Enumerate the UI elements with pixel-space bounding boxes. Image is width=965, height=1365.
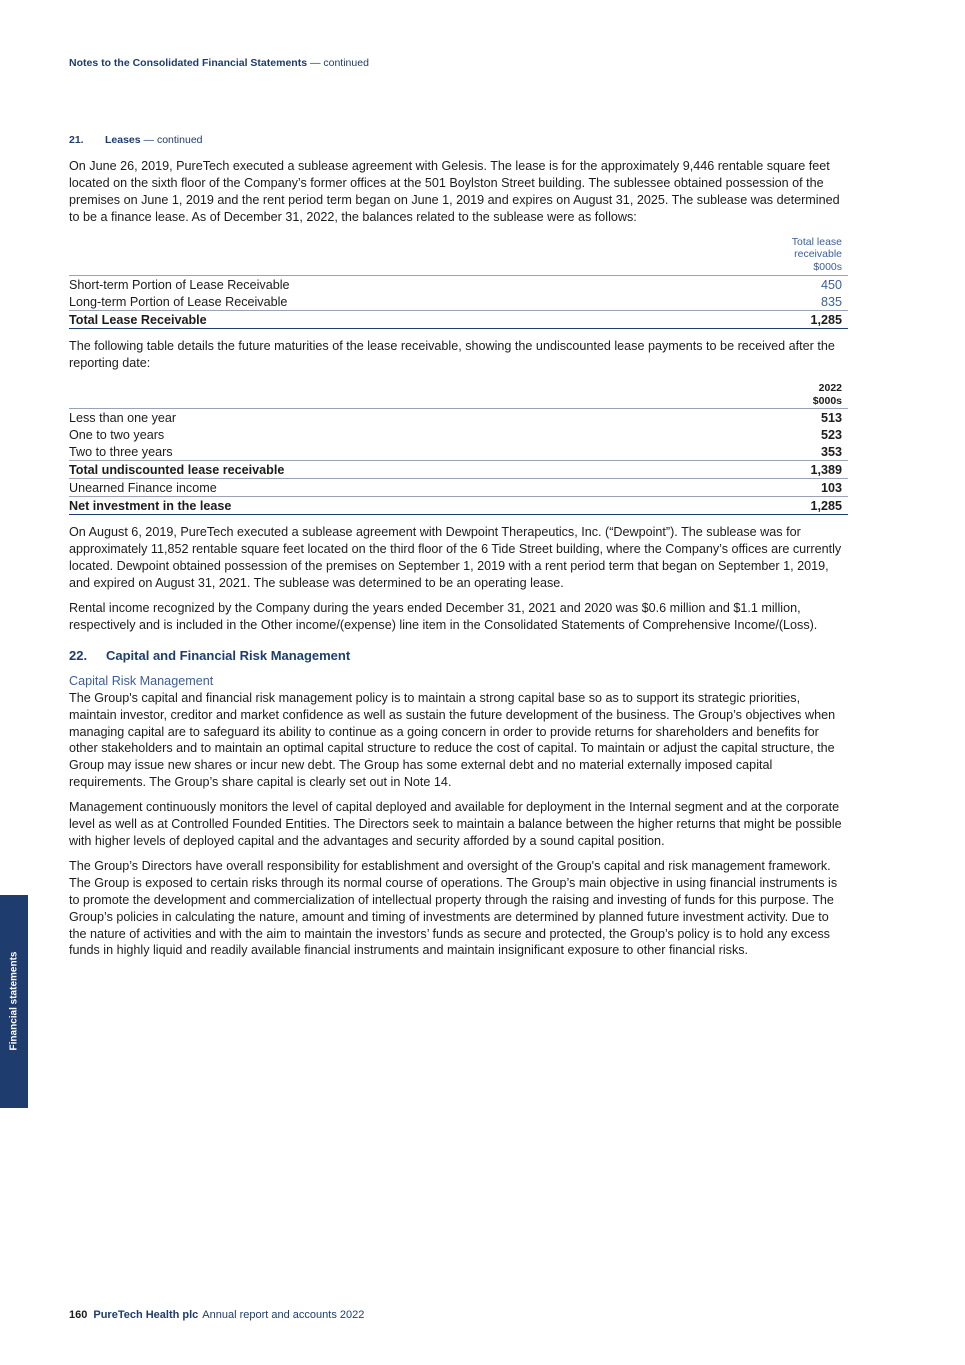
note-22-paragraph-2: Management continuously monitors the level of capital deployed and available for deployment in the Internal segment and at the corporate level as well as at Controlled Founded Entities. The Directors seek to maintain a balance between the higher returns that might be possible with higher levels of deployed capital and the advantages and security afforded by a sound capital position.	[69, 800, 842, 849]
row-value: 450	[820, 278, 842, 293]
note-21-suffix: — continued	[140, 134, 203, 146]
row-value: 835	[820, 295, 842, 310]
table-row	[69, 409, 848, 427]
note-21-paragraph-1: On June 26, 2019, PureTech executed a sublease agreement with Gelesis. The lease is for the approximately 9,446 rentable square feet located on the sixth floor of the Company’s former offices at the 501 Boylston Street building. The sublessee obtained possession of the premises on June 1, 2019 and the rent period term began on June 1, 2019 and expires on August 31, 2025. The sublease was determined to be a finance lease. As of December 31, 2022, the balances related to the sublease were as follows:	[69, 159, 840, 224]
page-footer	[69, 1309, 364, 1321]
note-21-paragraph-4: Rental income recognized by the Company during the years ended December 31, 2021 and 2020 was $0.6 million and $1.1 million, respectively and is included in the Other income/(expense) line item in the Consolidated Statements of Comprehensive Income/(Loss).	[69, 601, 818, 632]
note-22-heading	[69, 648, 848, 663]
total-value: 1,285	[735, 497, 848, 515]
note-21-heading	[69, 134, 848, 146]
row-value: 103	[735, 479, 848, 497]
row-value: 353	[820, 445, 842, 460]
note-22-title: Capital and Financial Risk Management	[106, 647, 351, 663]
note-21-paragraph-3: On August 6, 2019, PureTech executed a sublease agreement with Dewpoint Therapeutics, Inc. (“Dewpoint”). The sublease was for approximately 11,852 rentable square feet located on the third floor of the 6 Tide Street building, where the Company’s offices are currently located. Dewpoint obtained possession of the premises on September 1, 2019 with a rent period term that began on September 1, 2019, and expired on August 31, 2021. The sublease was determined to be an operating lease.	[69, 525, 842, 591]
column-header: 2022 $000s	[735, 380, 848, 409]
row-label: Less than one year	[69, 411, 177, 426]
main-content	[69, 134, 848, 967]
row-label: Two to three years	[69, 445, 173, 460]
row-label: Long-term Portion of Lease Receivable	[69, 295, 288, 310]
row-label: Unearned Finance income	[69, 479, 735, 497]
note-22-paragraph-1: The Group's capital and financial risk management policy is to maintain a strong capital base so as to support its strategic priorities, maintain investor, creditor and market confidence as well as sustain the future development of the business. The Group’s objectives when managing capital are to safeguard its ability to continue as a going concern in order to provide returns for shareholders and benefits for other stakeholders and to maintain an optimal capital structure to reduce the cost of capital. To maintain or adjust the capital structure, the Group may issue new shares or incur new debt. The Group has some external debt and no material externally imposed capital requirements. The Group’s share capital is clearly set out in Note 14.	[69, 690, 836, 790]
table-row	[69, 479, 848, 497]
table-total-row	[69, 311, 848, 329]
subtotal-label: Total undiscounted lease receivable	[69, 461, 735, 479]
note-22-paragraph-3: The Group’s Directors have overall responsibility for establishment and oversight of the Group's capital and risk management framework. The Group is exposed to certain risks through its normal course of operations. The Group’s main objective in using financial instruments is to promote the development and commercialization of intellectual property through the raising and investing of funds for this purpose. The Group’s policies in calculating the nature, amount and timing of investments are determined by planned future investment activity. Due to the nature of activities and with the aim to maintain the investors’ funds as secure and protected, the Group’s policy is to hold any excess funds in highly liquid and readily available financial instruments and maintain insignificant exposure to other financial risks.	[69, 858, 838, 958]
note-21-title: Leases	[105, 134, 141, 146]
row-value: 523	[820, 428, 842, 443]
table-row	[69, 426, 848, 443]
lease-receivable-table	[69, 234, 848, 329]
footer-company: PureTech Health plc	[93, 1309, 199, 1321]
table-header-row	[69, 234, 848, 276]
total-value: 1,285	[693, 311, 848, 329]
table-row	[69, 276, 848, 294]
row-label: One to two years	[69, 428, 165, 443]
note-22-number: 22.	[69, 647, 88, 663]
note-21-number: 21.	[69, 134, 84, 146]
running-head-title: Notes to the Consolidated Financial Statements	[69, 57, 308, 69]
note-21-paragraph-2: The following table details the future maturities of the lease receivable, showing the undiscounted lease payments to be received after the reporting date:	[69, 339, 835, 370]
column-header: Total lease receivable $000s	[693, 234, 848, 276]
total-label: Total Lease Receivable	[69, 311, 693, 329]
table-row	[69, 293, 848, 311]
side-tab-label: Financial statements	[8, 951, 20, 1051]
row-label: Short-term Portion of Lease Receivable	[69, 278, 290, 293]
running-head-suffix: — continued	[307, 57, 369, 69]
footer-document: Annual report and accounts 2022	[202, 1309, 365, 1321]
total-label: Net investment in the lease	[69, 497, 735, 515]
running-head	[69, 57, 369, 69]
table-total-row	[69, 497, 848, 515]
table-row	[69, 443, 848, 461]
table-header-row	[69, 380, 848, 409]
capital-risk-subheading: Capital Risk Management	[69, 673, 214, 688]
table-subtotal-row	[69, 461, 848, 479]
page-number: 160	[69, 1309, 88, 1321]
row-value: 513	[820, 411, 842, 426]
subtotal-value: 1,389	[735, 461, 848, 479]
section-side-tab	[0, 895, 28, 1108]
lease-maturity-table	[69, 380, 848, 516]
